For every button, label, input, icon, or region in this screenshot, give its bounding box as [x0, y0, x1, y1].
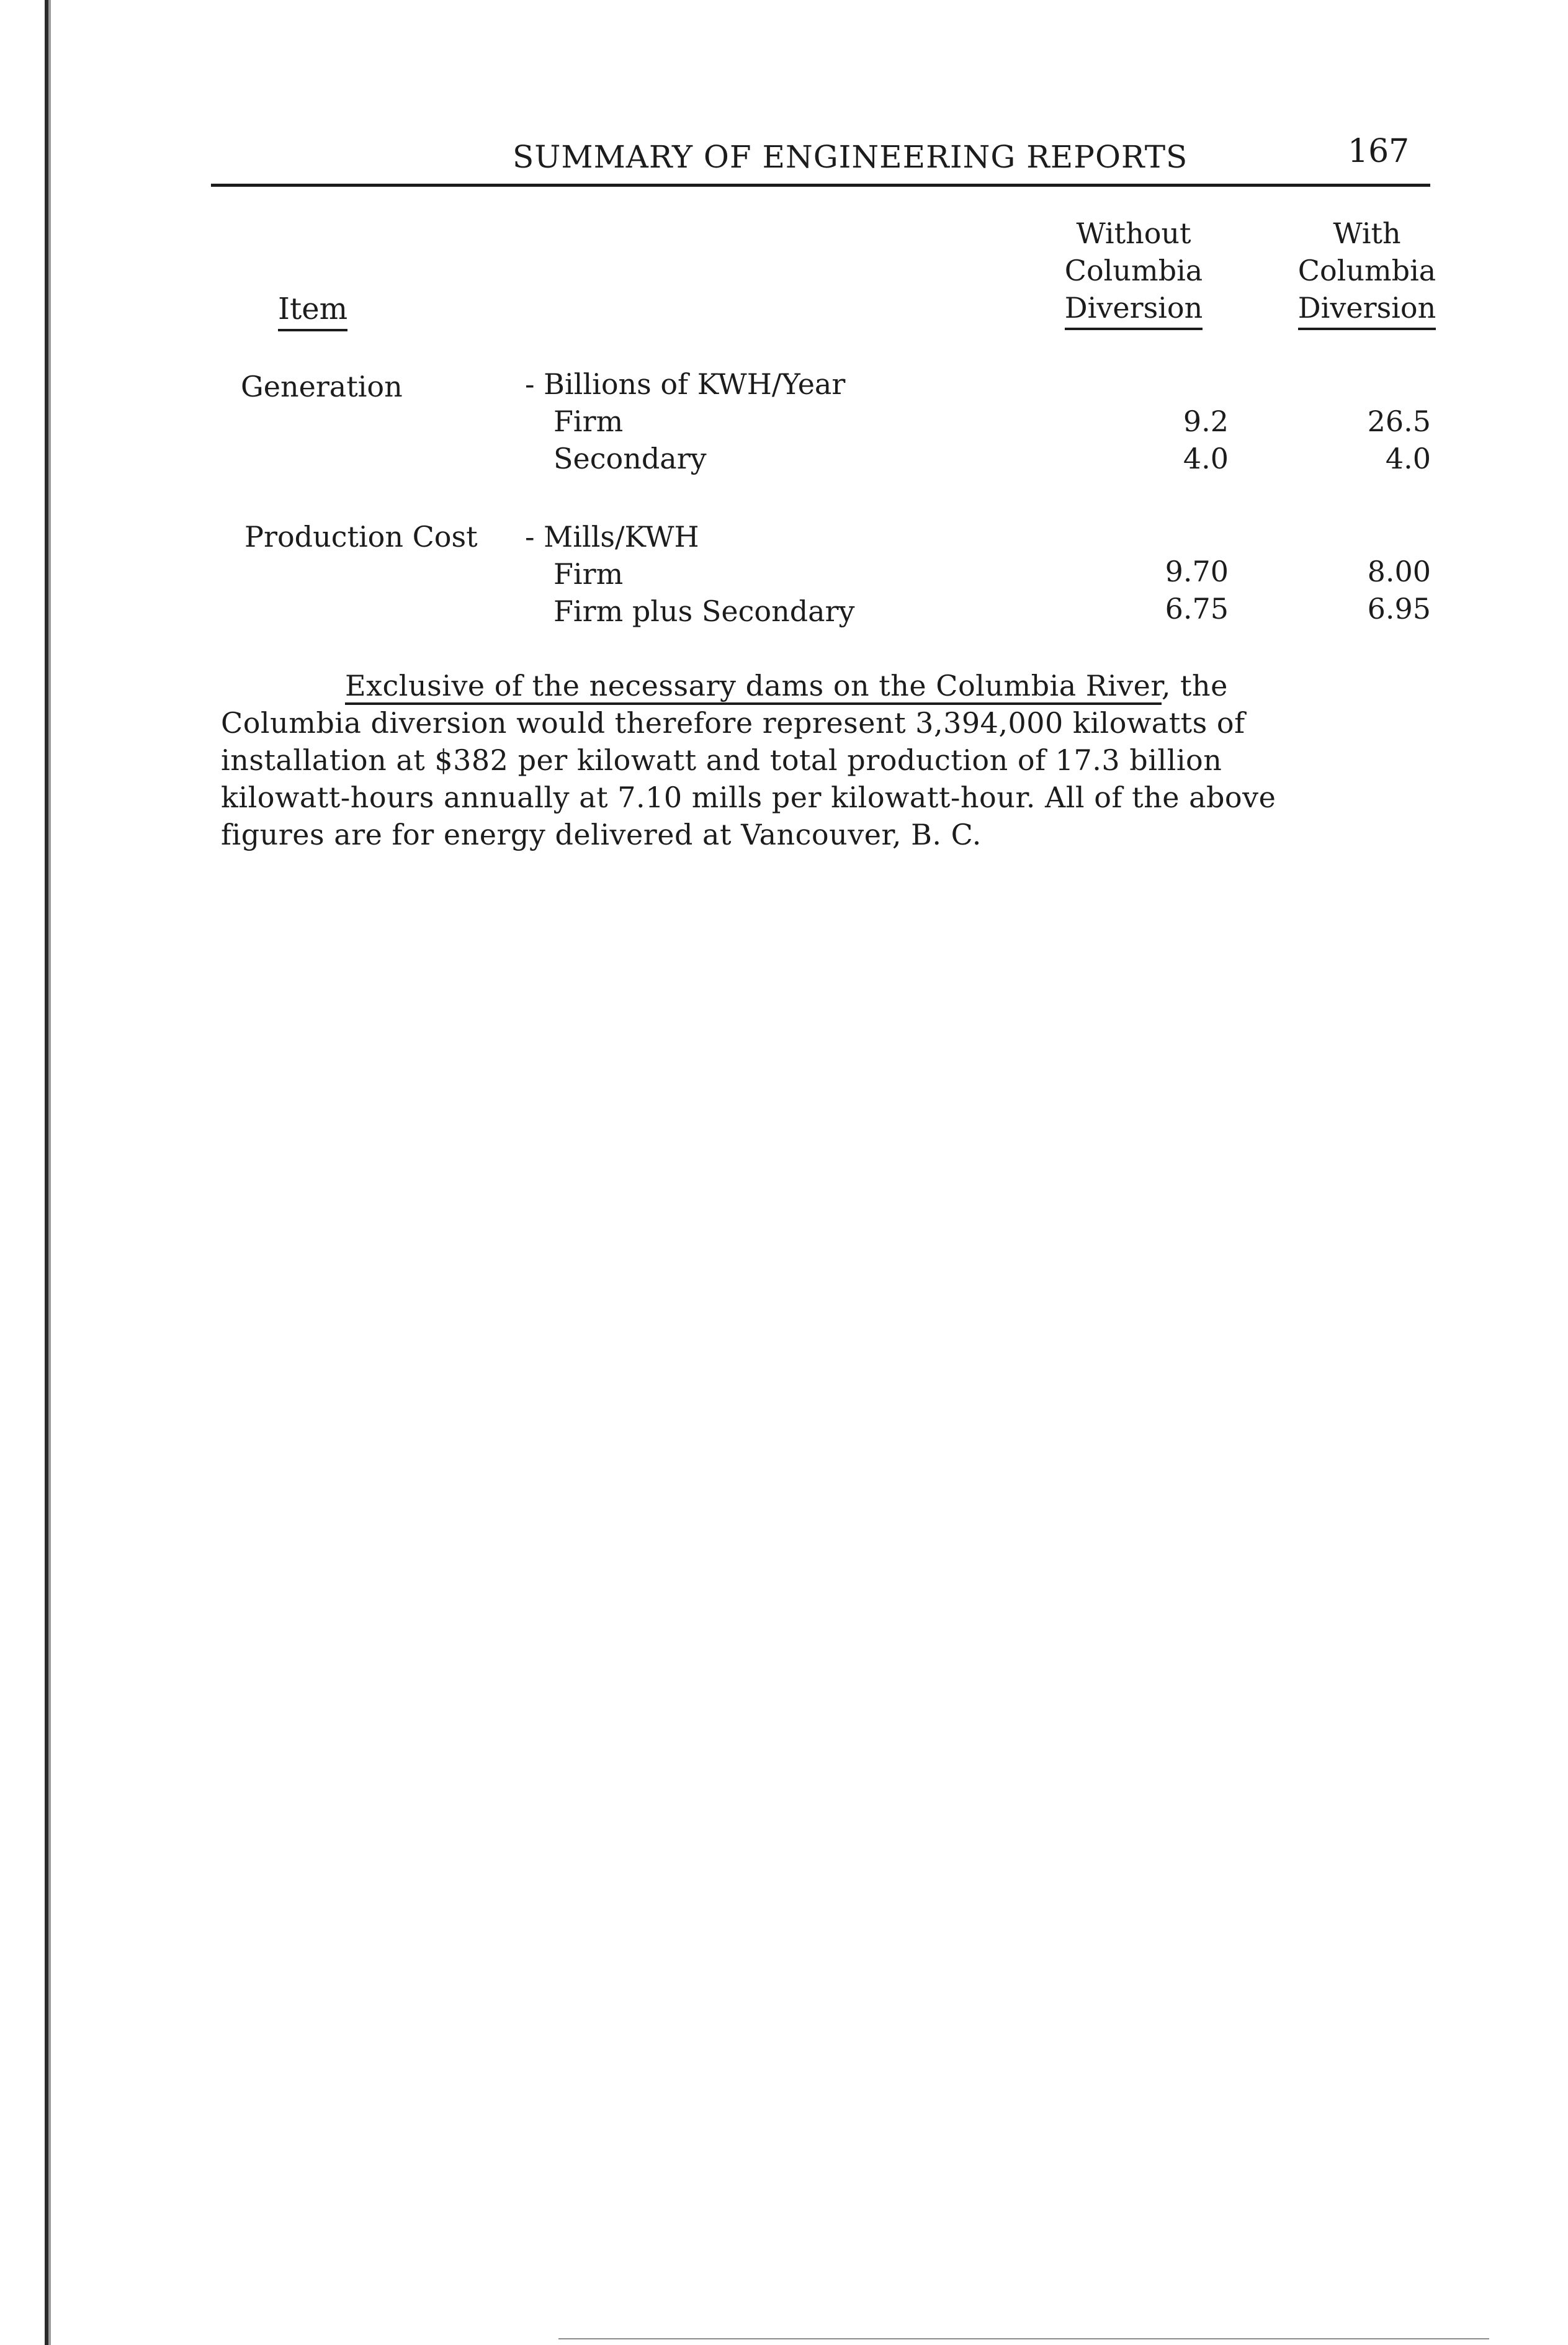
paragraph-line-2: Columbia diversion would therefore represent 3,394,000 kilowatts of	[221, 706, 1245, 740]
paragraph-line-4: kilowatt-hours annually at 7.10 mills per kilowatt-hour. All of the above	[221, 781, 1276, 814]
generation-label: Generation	[241, 370, 403, 403]
column-header-with-line2: Columbia	[1297, 254, 1436, 287]
column-header-with-line3: Diversion	[1298, 289, 1436, 330]
generation-unit: - Billions of KWH/Year	[525, 367, 846, 401]
column-header-without	[1044, 215, 1224, 330]
generation-row-label: Firm	[553, 405, 624, 438]
page-bottom-edge	[558, 2338, 1489, 2339]
column-header-without-line3: Diversion	[1065, 289, 1203, 330]
column-header-without-line1: Without	[1076, 217, 1191, 250]
column-header-with-line1: With	[1333, 217, 1401, 250]
generation-secondary-with: 4.0	[1385, 442, 1431, 475]
production-cost-label: Production Cost	[244, 520, 478, 554]
binding-shadow	[48, 0, 51, 2345]
page-number: 167	[1348, 133, 1410, 170]
generation-row-label: Secondary	[553, 442, 707, 475]
generation-secondary-without: 4.0	[1183, 442, 1229, 475]
production-firm-plus-secondary-without: 6.75	[1165, 592, 1229, 625]
production-row-label: Firm	[553, 557, 624, 591]
production-cost-unit: - Mills/KWH	[525, 520, 699, 554]
paragraph-lead-rest: , the	[1161, 669, 1228, 702]
production-firm-with: 8.00	[1367, 555, 1431, 588]
header-rule	[211, 184, 1430, 187]
generation-firm-with: 26.5	[1367, 405, 1431, 438]
paragraph-line-1	[345, 669, 1228, 702]
column-header-without-line2: Columbia	[1064, 254, 1203, 287]
generation-firm-without: 9.2	[1183, 405, 1229, 438]
production-firm-without: 9.70	[1165, 555, 1229, 588]
running-header: SUMMARY OF ENGINEERING REPORTS	[513, 139, 1188, 175]
production-row-label: Firm plus Secondary	[553, 594, 855, 628]
column-header-item: Item	[278, 292, 347, 331]
production-firm-plus-secondary-with: 6.95	[1367, 592, 1431, 625]
paragraph-underlined-lead: Exclusive of the necessary dams on the Columbia River	[345, 669, 1162, 705]
column-header-with	[1277, 215, 1457, 330]
paragraph-line-3: installation at $382 per kilowatt and total production of 17.3 billion	[221, 743, 1222, 777]
paragraph-line-5: figures are for energy delivered at Vancouver, B. C.	[221, 818, 982, 851]
